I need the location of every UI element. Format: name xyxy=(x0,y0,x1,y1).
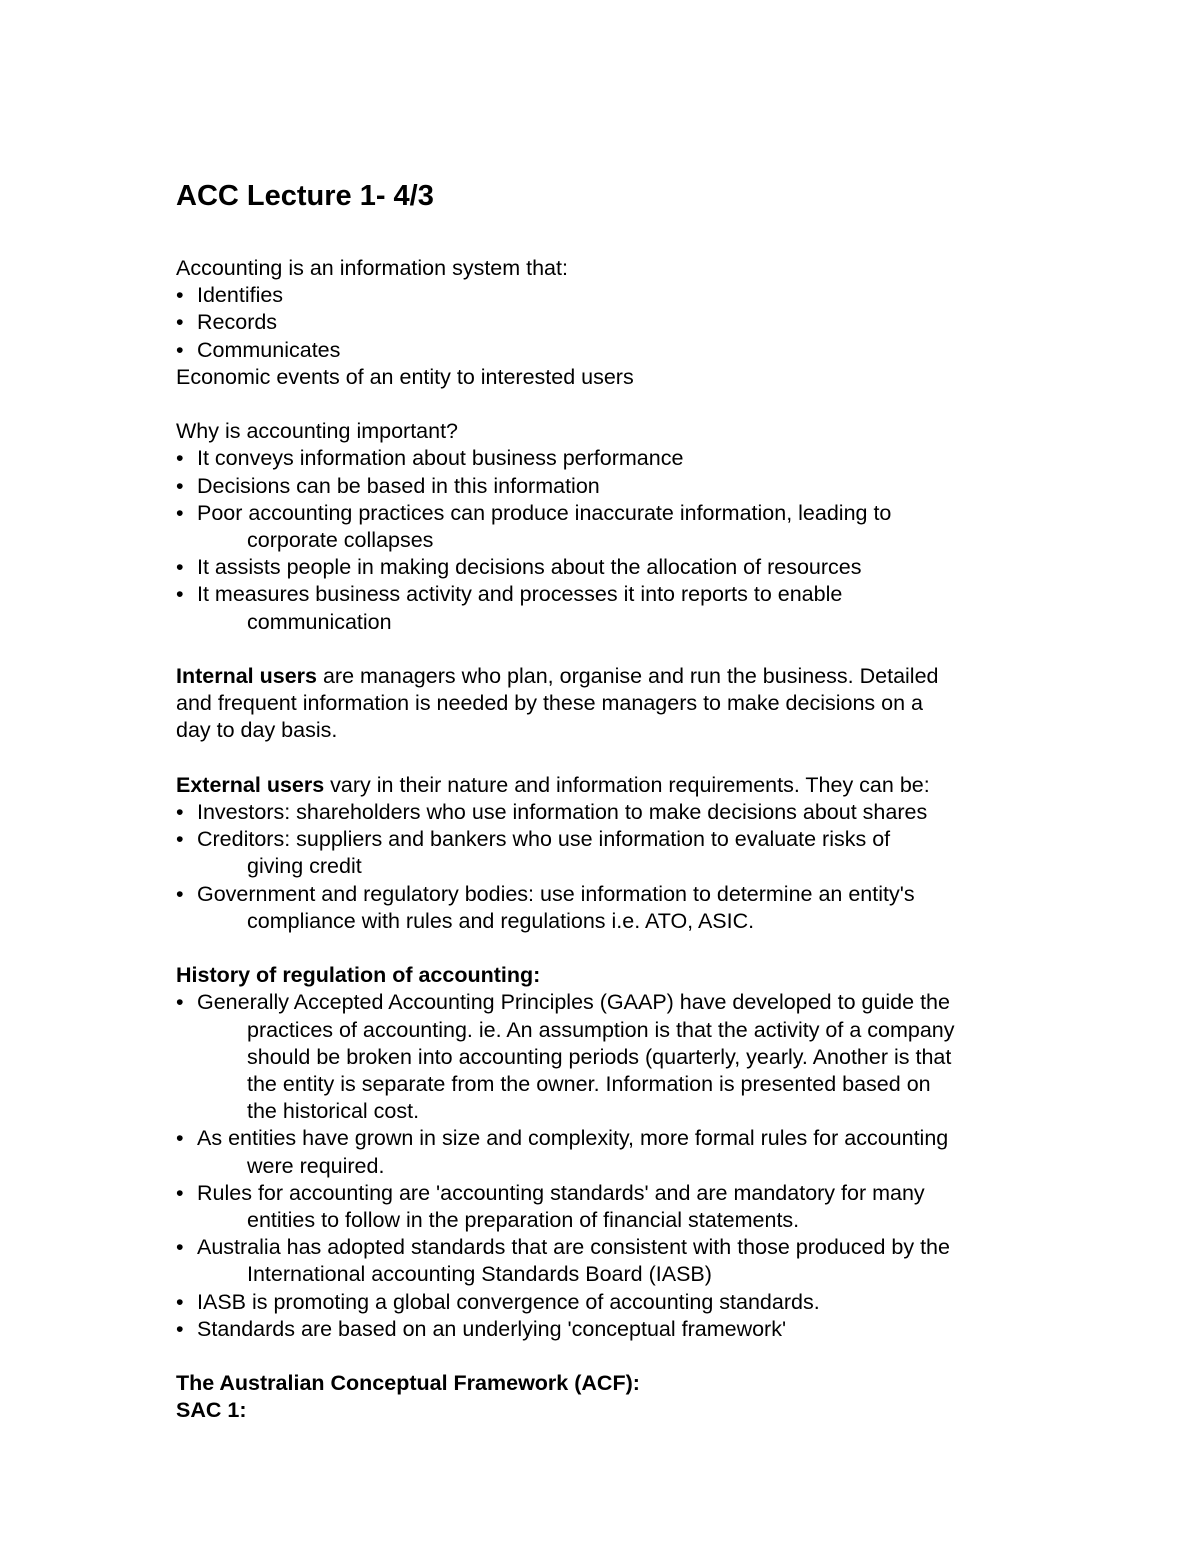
bullet-glyph: • xyxy=(176,1235,184,1260)
external-users-term: External users xyxy=(176,772,325,797)
list-item: • Records xyxy=(176,309,1056,336)
bullet-glyph: • xyxy=(176,337,184,362)
list-item: • It measures business activity and processes it into reports to enable communication xyxy=(176,582,843,634)
bullet-glyph: • xyxy=(176,582,184,607)
list-item: • As entities have grown in size and complexity, more formal rules for accounting were required. xyxy=(176,1126,949,1178)
importance-question: Why is accounting important? xyxy=(176,419,459,444)
bullet-glyph: • xyxy=(176,310,184,335)
bullet-glyph: • xyxy=(176,555,184,580)
list-item: • Creditors: suppliers and bankers who use information to evaluate risks of giving credit xyxy=(176,827,891,879)
list-item: • Poor accounting practices can produce inaccurate information, leading to corporate collapses xyxy=(176,500,892,553)
bullet-glyph: • xyxy=(176,827,184,852)
bullet-glyph: • xyxy=(176,500,184,525)
intro-lead: Accounting is an information system that: xyxy=(176,256,568,280)
spacer xyxy=(176,391,1056,418)
document-page xyxy=(176,178,1056,1425)
bullet-glyph: • xyxy=(176,446,184,471)
importance-list xyxy=(176,445,1056,635)
list-item: • Australia has adopted standards that are consistent with those produced by the International accounting Standards Board (IASB) xyxy=(176,1235,950,1287)
spacer xyxy=(176,935,1056,962)
acf-heading: The Australian Conceptual Framework (ACF): xyxy=(176,1371,640,1396)
intro-closing: Economic events of an entity to interested users xyxy=(176,364,634,389)
list-item: • Standards are based on an underlying 'conceptual framework' xyxy=(176,1316,1056,1343)
page-title: ACC Lecture 1- 4/3 xyxy=(176,180,434,212)
bullet-glyph: • xyxy=(176,283,184,308)
bullet-glyph: • xyxy=(176,990,184,1015)
spacer xyxy=(176,214,1056,255)
history-list xyxy=(176,989,1056,1343)
list-item: • It assists people in making decisions about the allocation of resources xyxy=(176,554,1056,581)
list-item: • Generally Accepted Accounting Principles (GAAP) have developed to guide the practices of accounting. ie. An assumption is that the activity of a company should be broken into accounting periods (quarterly, yearly. Another is that the entity is separate from the owner. Information is presented based on the historical cost. xyxy=(176,990,955,1124)
list-item: • Identifies xyxy=(176,282,1056,309)
internal-users-term: Internal users xyxy=(176,664,317,689)
intro-list xyxy=(176,282,1056,364)
list-item: • Investors: shareholders who use information to make decisions about shares xyxy=(176,799,1056,826)
list-item: • Rules for accounting are 'accounting standards' and are mandatory for many entities to follow in the preparation of financial statements. xyxy=(176,1180,925,1233)
list-item: • IASB is promoting a global convergence of accounting standards. xyxy=(176,1289,1056,1316)
bullet-glyph: • xyxy=(176,1180,184,1205)
list-item: • Decisions can be based in this information xyxy=(176,473,1056,500)
list-item: • Government and regulatory bodies: use information to determine an entity's compliance with rules and regulations i.e. ATO, ASIC. xyxy=(176,881,915,933)
spacer xyxy=(176,636,1056,663)
bullet-glyph: • xyxy=(176,881,184,906)
external-users-list xyxy=(176,799,1056,935)
spacer xyxy=(176,1343,1056,1370)
bullet-glyph: • xyxy=(176,800,184,825)
internal-users-paragraph: Internal users are managers who plan, organise and run the business. Detailed and frequent information is needed by these managers to make decisions on a day to day basis. xyxy=(176,664,939,743)
bullet-glyph: • xyxy=(176,1126,184,1151)
bullet-glyph: • xyxy=(176,1289,184,1314)
history-heading: History of regulation of accounting: xyxy=(176,963,541,988)
list-item: • Communicates xyxy=(176,337,1056,364)
external-users-paragraph: External users vary in their nature and information requirements. They can be: xyxy=(176,772,930,797)
bullet-glyph: • xyxy=(176,1316,184,1341)
sac-heading: SAC 1: xyxy=(176,1398,247,1423)
spacer xyxy=(176,745,1056,772)
bullet-glyph: • xyxy=(176,473,184,498)
list-item: • It conveys information about business performance xyxy=(176,445,1056,472)
